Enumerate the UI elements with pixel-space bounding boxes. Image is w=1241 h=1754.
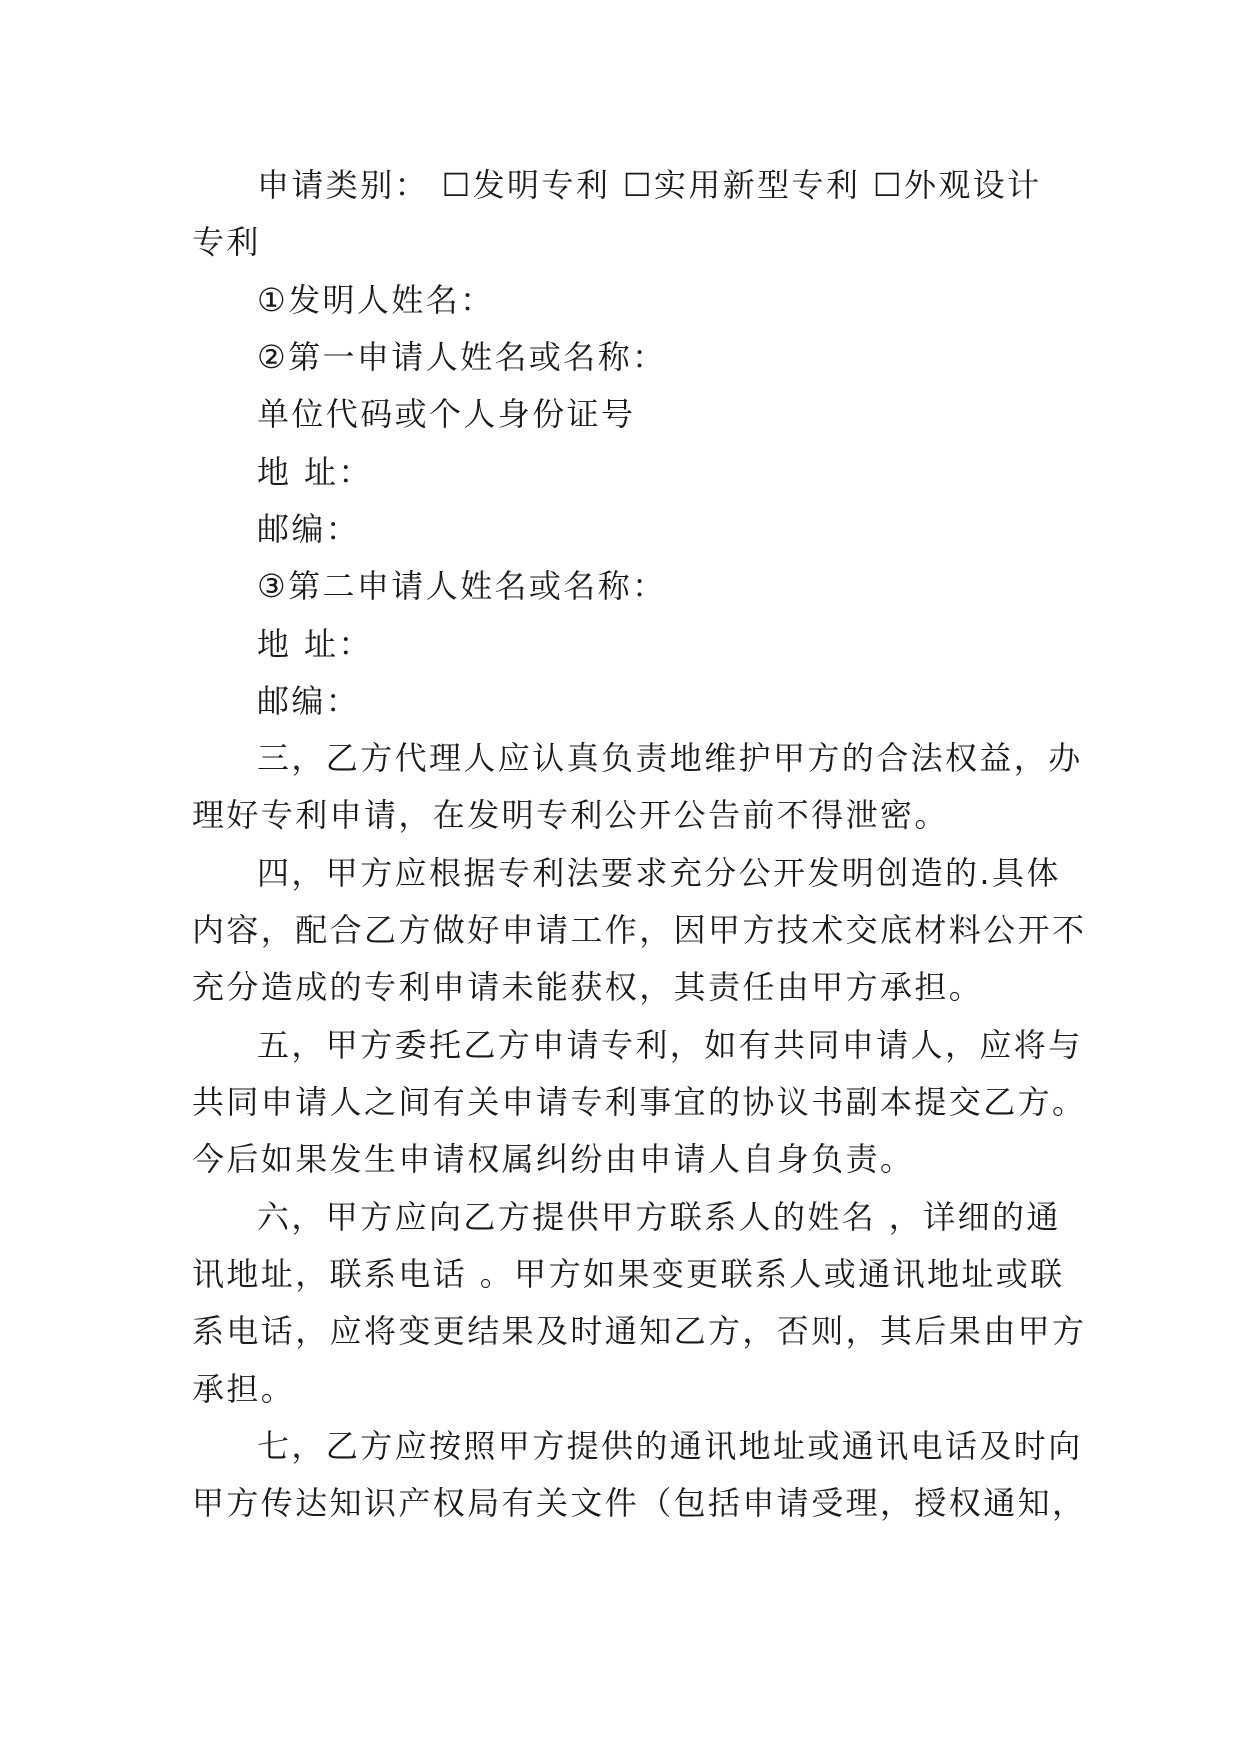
inventor-name-line: ①发明人姓名： [257,281,495,319]
second-applicant-line: ③第二申请人姓名或名称： [257,567,667,605]
text-line: 充分造成的专利申请未能获权，其责任由甲方承担。 [192,968,984,1006]
clause-five-line: 五，甲方委托乙方申请专利，如有共同申请人，应将与 [257,1026,1083,1064]
clause-six-line: 六，甲方应向乙方提供甲方联系人的姓名 ，详细的通 [257,1198,1061,1236]
application-category-line: 申请类别： ☐发明专利 ☐实用新型专利 ☐外观设计 [257,166,1042,204]
clause-seven-line: 七，乙方应按照甲方提供的通讯地址或通讯电话及时向 [257,1427,1083,1465]
text-line: 内容，配合乙方做好申请工作，因甲方技术交底材料公开不 [192,911,1087,949]
text-line: 讯地址，联系电话 。甲方如果变更联系人或通讯地址或联 [192,1255,1065,1293]
text-line: 承担。 [192,1370,296,1408]
address-line: 地 址： [257,625,373,663]
clause-three-line: 三，乙方代理人应认真负责地维护甲方的合法权益，办 [257,739,1083,777]
text-line: 专利 [192,223,261,261]
address-line: 地 址： [257,453,373,491]
id-number-line: 单位代码或个人身份证号 [257,395,636,433]
clause-four-line: 四，甲方应根据专利法要求充分公开发明创造的.具体 [257,854,1061,892]
postcode-line: 邮编： [257,682,361,720]
text-line: 共同申请人之间有关申请专利事宜的协议书副本提交乙方。 [192,1083,1087,1121]
postcode-line: 邮编： [257,510,361,548]
text-line: 今后如果发生申请权属纠纷由申请人自身负责。 [192,1140,915,1178]
text-line: 系电话，应将变更结果及时通知乙方，否则，其后果由甲方 [192,1312,1087,1350]
first-applicant-line: ②第一申请人姓名或名称： [257,338,667,376]
text-line: 甲方传达知识产权局有关文件（包括申请受理，授权通知， [192,1484,1087,1522]
text-line: 理好专利申请，在发明专利公开公告前不得泄密。 [192,796,949,834]
